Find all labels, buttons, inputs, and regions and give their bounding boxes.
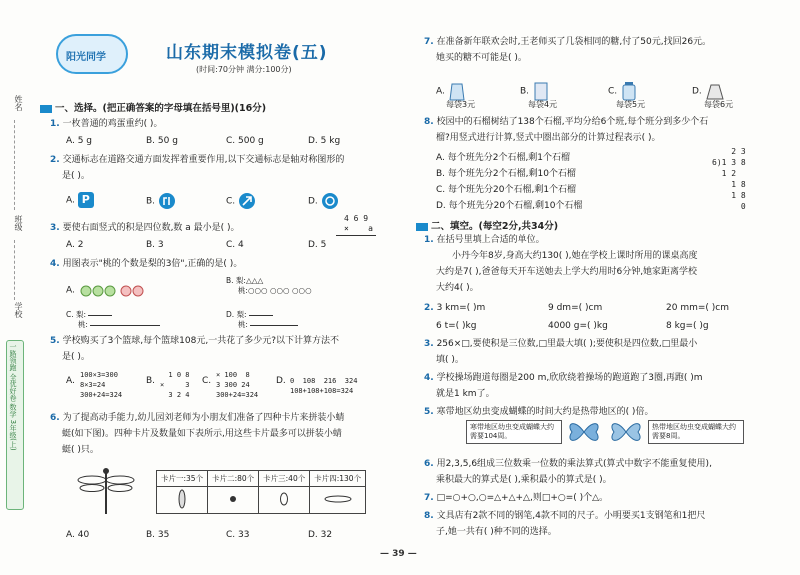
conversion-item: 6 t=( )kg [436,321,477,331]
no-turn-sign-icon [158,192,176,210]
class-label: 班级 [14,215,23,231]
fill-8 [424,510,705,522]
exam-subtitle: (时间:70分钟 满分:100分) [196,65,292,74]
class-line [14,240,15,300]
option-a[interactable]: A. 40 [66,530,90,540]
right-column [416,0,786,560]
question-6-cont2: 蜓( )只。 [62,445,99,455]
price-label: 每袋5元 [616,100,646,109]
question-number: 1. [424,235,434,245]
fill-1-line1: 小丹今年8岁,身高大约130( ),她在学校上课时所用的课桌高度 [452,251,698,261]
question-text: 用图表示"桃的个数是梨的3倍",正确的是( )。 [62,259,243,269]
option-label: C. [608,86,618,97]
price-label: 每袋6元 [704,100,734,109]
dragonfly-icon [76,466,136,516]
question-number: 3. [424,339,434,349]
fill-6 [424,458,712,470]
fill-7 [424,492,608,504]
section-title: 一、选择。(把正确答案的字母填在括号里)(16分) [55,103,267,114]
peach-row: 桃: [77,320,88,329]
logo-text: 阳光同学 [66,52,106,63]
arrow-sign-icon [238,192,256,210]
option-a[interactable]: A. 5 g [66,136,93,146]
fill-1-line2: 大约是7( ),爸爸每天开车送她去上学大约用时6分钟,她家距离学校 [436,267,698,277]
page-number: — 39 — [380,549,417,559]
question-number: 3. [50,223,60,233]
pear-row: 梨:△△△ [235,276,264,285]
question-2 [50,154,344,166]
series-brand [6,340,24,510]
question-number: 4. [50,259,60,269]
vertical-multiplication [344,214,373,234]
question-2-cont: 是( )。 [62,171,90,181]
exam-header [46,30,396,82]
question-text: 为了提高动手能力,幼儿园刘老师为小朋友们准备了四种卡片来拼装小蜻 [62,413,345,423]
question-text: 在括号里填上合适的单位。 [436,235,545,245]
question-text: 校园中的石榴树结了138个石榴,平均分给6个班,每个班分到多少个石 [436,117,709,127]
fill-4 [424,372,702,384]
option-c[interactable]: C. 4 [226,240,244,250]
option-d[interactable]: D. 5 kg [308,136,341,146]
option-label: A. [436,86,445,97]
card-shape [310,487,366,514]
segment-line [250,325,298,326]
question-8 [424,116,708,128]
option-d[interactable]: D. 32 [308,530,333,540]
butterfly-icon [566,418,602,446]
section-marker-icon [416,223,428,231]
fill-4-cont: 就是1 km了。 [436,389,495,399]
card-shape [259,487,310,514]
conversion-item: 9 dm=( )cm [548,303,603,313]
section-heading [40,100,266,114]
binding-sidebar [4,40,26,510]
pear-row: 梨: [236,310,247,319]
question-text: 文具店有2款不同的钢笔,4款不同的尺子。小明要买1支钢笔和1把尺 [436,511,706,521]
calc-line [336,235,376,236]
question-number: 6. [424,459,434,469]
option-d-label[interactable]: D. [276,376,286,386]
pear-row: 梨: [76,310,87,319]
question-7-cont: 她买的糖不可能是( )。 [436,53,527,63]
option-b[interactable] [226,276,312,296]
option-d[interactable]: D. 每个班先分20个石榴,剩10个石榴 [436,201,583,211]
question-7 [424,36,711,48]
segment-line [249,315,273,316]
fill-2 [424,302,485,314]
fill-3 [424,338,697,350]
option-c[interactable] [226,192,256,210]
option-label: C. [226,196,236,207]
option-label: D. [692,86,702,97]
tropical-zone-note: 热带地区幼虫变成蝴蝶大约需要8周。 [648,420,744,444]
price-label: 每袋3元 [446,100,476,109]
card-table [156,470,366,514]
card-shape [157,487,208,514]
question-text: 交通标志在道路交通方面发挥着重要作用,以下交通标志是轴对称图形的 [62,155,345,165]
option-label: C. [66,310,74,319]
option-c[interactable]: C. 每个班先分20个石榴,剩1个石榴 [436,185,577,195]
question-6 [50,412,344,424]
question-number: 6. [50,413,60,423]
question-number: 8. [424,117,434,127]
card-header: 卡片二:80个 [208,471,259,487]
option-b-calc: 1 0 8 × 3 3 2 4 [160,371,190,399]
school-label: 学校 [14,302,23,318]
question-text: 用2,3,5,6组成三位数乘一位数的乘法算式(算式中数字不能重复使用), [436,459,712,469]
option-label: B. [520,86,530,97]
fill-8-cont: 子,她一共有( )种不同的选择。 [436,527,557,537]
peach-row: 桃: [237,320,248,329]
question-text: 学校操场跑道每圈是200 m,欣欣绕着操场的跑道跑了3圈,再跑( )m [436,373,703,383]
segment-line [90,325,160,326]
card-header: 卡片三:40个 [259,471,310,487]
question-1 [50,118,162,130]
page-title: 山东期末模拟卷(五) [166,43,328,63]
wing-shape-icon [323,494,353,504]
option-d[interactable]: D. 5 [308,240,327,250]
fill-6-cont: 乘积最大的算式是( ),乘积最小的算式是( )。 [436,475,612,485]
option-d[interactable] [308,192,339,210]
question-text: 一枚普通的鸡蛋重约( )。 [62,119,163,129]
fill-1-line3: 大约4( )。 [436,283,479,293]
segment-line [88,315,112,316]
option-a[interactable]: A. 每个班先分2个石榴,剩1个石榴 [436,153,571,163]
card-header: 卡片一:35个 [157,471,208,487]
option-label: B. [146,196,156,207]
question-number: 7. [424,37,434,47]
question-number: 2. [424,303,434,313]
option-c-label[interactable]: C. [202,376,212,386]
body-shape-icon [177,489,187,509]
card-shape [208,487,259,514]
butterfly-icon [608,418,644,446]
name-line [14,120,15,210]
calc-top: 4 6 9 [344,214,369,223]
roundabout-sign-icon [321,192,339,210]
option-b[interactable]: B. 50 g [146,136,178,146]
price-label: 每袋4元 [528,100,558,109]
question-3 [50,222,240,234]
option-c-calc: × 100 8 3 300 24 300+24=324 [216,371,259,399]
option-c[interactable]: C. 500 g [226,136,264,146]
question-number: 8. [424,511,434,521]
question-number: 5. [50,336,60,346]
question-4 [50,258,242,270]
calc-mul: × a [344,224,373,233]
option-label: D. [226,310,235,319]
option-label: A. [66,285,75,296]
option-label: A. [66,195,75,206]
conversion-item: 8 kg=( )g [666,321,709,331]
option-c[interactable] [66,310,160,330]
section-heading [416,218,558,232]
section-marker-icon [40,105,52,113]
fill-5 [424,406,653,418]
fill-3-cont: 填( )。 [436,355,464,365]
question-text: 寒带地区幼虫变成蝴蝶的时间大约是热带地区的( )倍。 [436,407,654,417]
option-label: D. [308,196,318,207]
left-column [36,0,410,560]
option-d-calc: 0 108 216 324 108+108+108=324 [290,377,358,395]
question-number: 4. [424,373,434,383]
option-b[interactable]: B. 35 [146,530,170,540]
long-division: 2 3 6)1 3 8 1 2 1 8 1 8 0 [712,147,746,211]
option-b[interactable]: B. 每个班先分2个石榴,剩10个石榴 [436,169,576,179]
question-5-cont: 是( )。 [62,352,90,362]
question-number: 5. [424,407,434,417]
option-a-calc: 100×3=300 8×3=24 300+24=324 [80,371,123,399]
question-number: 2. [50,155,60,165]
option-c[interactable]: C. 33 [226,530,250,540]
question-text: 学校购买了3个篮球,每个篮球108元,一共花了多少元?以下计算方法不 [62,336,339,346]
fruit-picture-icon [78,282,148,298]
question-text: 在准备新年联欢会时,王老师买了几袋相同的糖,付了50元,找回26元。 [436,37,712,47]
question-8-cont: 榴?用竖式进行计算,竖式中圈出部分的计算过程表示( )。 [436,133,661,143]
fill-1 [424,234,545,246]
question-text: 256×□,要使积是三位数,□里最大填( );要使积是四位数,□里最小 [436,339,698,349]
option-a[interactable] [66,192,94,208]
cold-zone-note: 寒带地区幼虫变成蝴蝶大约需要104周。 [466,420,562,444]
name-label: 姓名 [14,95,23,111]
question-text: □=○+○,○=△+△+△,则□+○=( )个△。 [436,493,609,503]
question-5 [50,335,339,347]
option-a[interactable]: A. 2 [66,240,84,250]
conversion-item: 3 km=( )m [436,303,486,313]
logo [56,34,128,74]
brand-text: 一路领跑 全优好卷 数学 3年级(上) [9,343,17,451]
peach-row: 桃:○○○ ○○○ ○○○ [237,286,312,295]
question-number: 1. [50,119,60,129]
parking-sign-icon: P [78,192,94,208]
conversion-item: 20 mm=( )cm [666,303,729,313]
section-title: 二、填空。(每空2分,共34分) [431,221,559,232]
option-label: B. [226,276,234,285]
option-a-label[interactable]: A. [66,376,75,386]
card-header: 卡片四:130个 [310,471,366,487]
head-shape-icon [279,492,289,506]
option-d[interactable] [226,310,298,330]
option-a[interactable] [66,282,148,298]
conversion-item: 4000 g=( )kg [548,321,608,331]
question-number: 7. [424,493,434,503]
question-text: 要使右面竖式的积是四位数,数 a 最小是( )。 [62,223,240,233]
option-b-label[interactable]: B. [146,376,156,386]
option-b[interactable] [146,192,176,210]
question-6-cont: 蜓(如下图)。四种卡片及数量如下表所示,用这些卡片最多可以拼装小蜻 [62,429,342,439]
option-b[interactable]: B. 3 [146,240,164,250]
dot-shape-icon [228,494,238,504]
